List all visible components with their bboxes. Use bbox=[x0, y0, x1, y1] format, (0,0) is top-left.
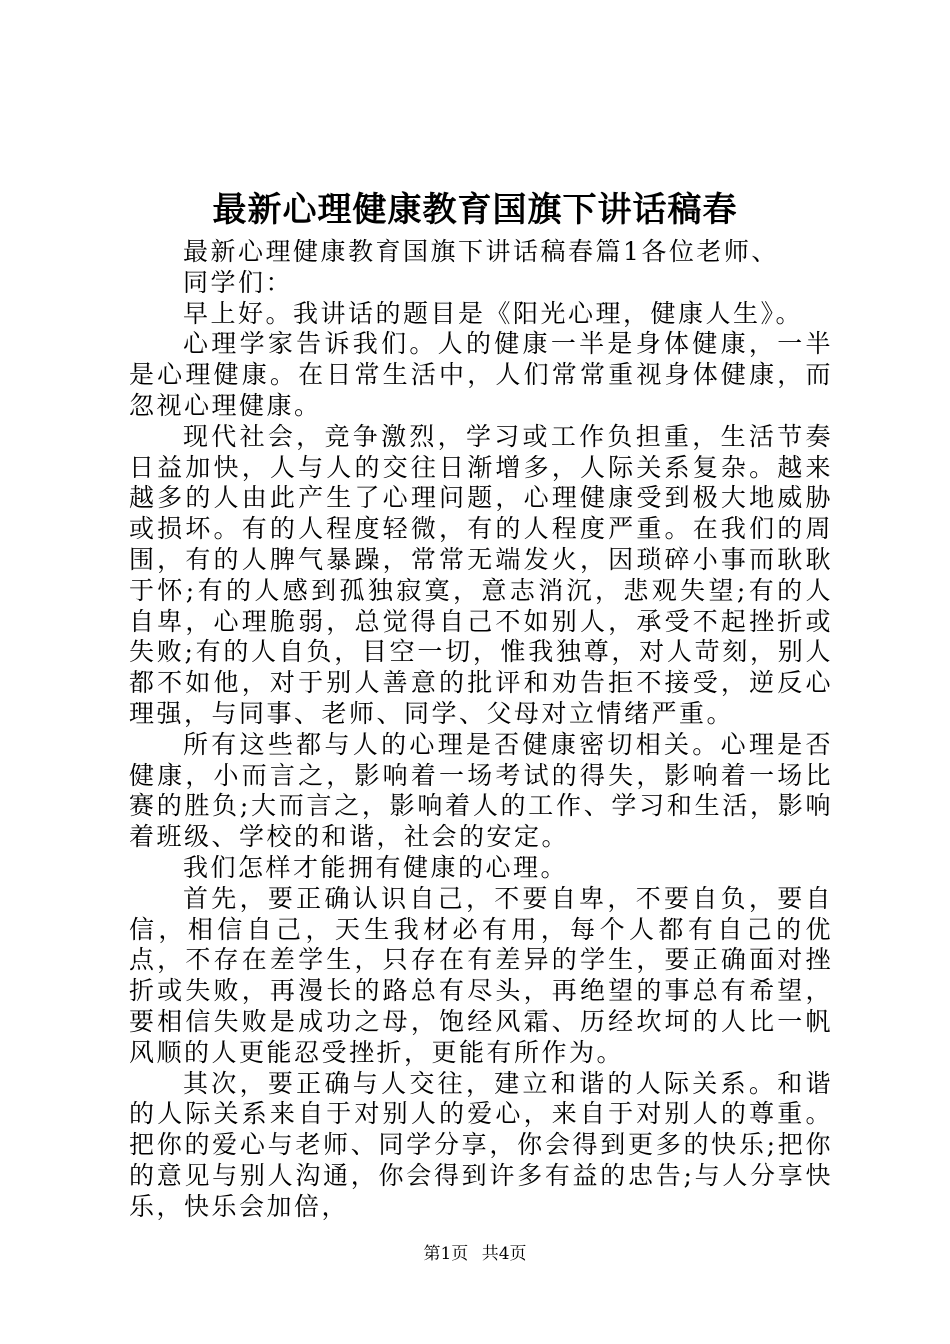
page-number: 第1页 bbox=[423, 1244, 469, 1264]
paragraph: 所有这些都与人的心理是否健康密切相关。心理是否健康，小而言之，影响着一场考试的得失，影响着一场比赛的胜负;大而言之，影响着人的工作、学习和生活，影响着班级、学校的和谐，社会的安定。 bbox=[129, 729, 833, 852]
paragraph: 其次，要正确与人交往，建立和谐的人际关系。和谐的人际关系来自于对别人的爱心，来自于对别人的尊重。把你的爱心与老师、同学分享，你会得到更多的快乐;把你的意见与别人沟通，你会得到许多有益的忠告;与人分享快乐，快乐会加倍， bbox=[129, 1068, 833, 1221]
paragraph: 我们怎样才能拥有健康的心理。 bbox=[183, 852, 569, 882]
paragraph: 最新心理健康教育国旗下讲话稿春篇1各位老师、 bbox=[183, 237, 779, 266]
document-title: 最新心理健康教育国旗下讲话稿春 bbox=[212, 190, 738, 230]
document-body bbox=[129, 237, 833, 1223]
paragraph: 现代社会，竞争激烈，学习或工作负担重，生活节奏日益加快，人与人的交往日渐增多，人际关系复杂。越来越多的人由此产生了心理问题，心理健康受到极大地威胁或损坏。有的人程度轻微，有的人程度严重。在我们的周围，有的人脾气暴躁，常常无端发火，因琐碎小事而耿耿于怀;有的人感到孤独寂寞，意志消沉，悲观失望;有的人自卑，心理脆弱，总觉得自己不如别人，承受不起挫折或失败;有的人自负，目空一切，惟我独尊，对人苛刻，别人都不如他，对于别人善意的批评和劝告拒不接受，逆反心理强，与同事、老师、同学、父母对立情绪严重。 bbox=[129, 421, 833, 728]
paragraph: 心理学家告诉我们。人的健康一半是身体健康，一半是心理健康。在日常生活中，人们常常重视身体健康，而忽视心理健康。 bbox=[129, 329, 833, 420]
page-total: 共4页 bbox=[481, 1244, 527, 1264]
page-footer bbox=[0, 1242, 950, 1266]
paragraph: 早上好。我讲话的题目是《阳光心理，健康人生》。 bbox=[183, 298, 804, 328]
paragraph: 首先，要正确认识自己，不要自卑，不要自负，要自信，相信自己，天生我材必有用，每个人都有自己的优点，不存在差学生，只存在有差异的学生，要正确面对挫折或失败，再漫长的路总有尽头，再绝望的事总有希望，要相信失败是成功之母，饱经风霜、历经坎坷的人比一帆风顺的人更能忍受挫折，更能有所作为。 bbox=[129, 883, 833, 1067]
paragraph: 同学们： bbox=[183, 267, 294, 297]
